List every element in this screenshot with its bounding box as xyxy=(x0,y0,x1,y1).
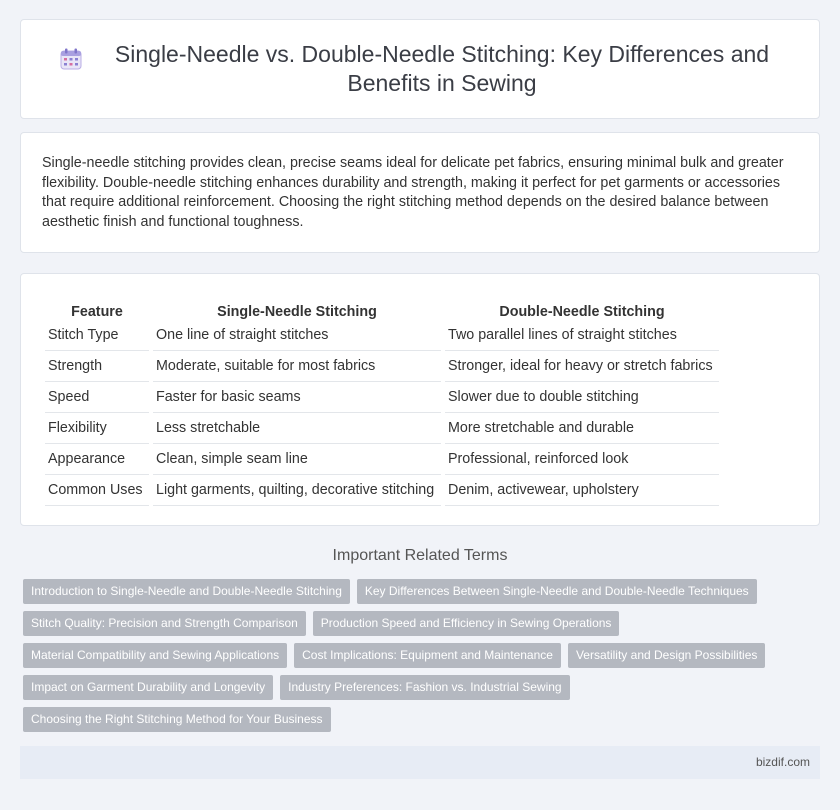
table-cell: Flexibility xyxy=(45,413,149,444)
comparison-table xyxy=(41,294,723,506)
related-term-tag[interactable]: Choosing the Right Stitching Method for Your Business xyxy=(23,707,331,732)
table-cell: Moderate, suitable for most fabrics xyxy=(153,351,441,382)
related-term-tag[interactable]: Cost Implications: Equipment and Maintenance xyxy=(294,643,561,668)
related-term-tag[interactable]: Impact on Garment Durability and Longevity xyxy=(23,675,273,700)
table-cell: Clean, simple seam line xyxy=(153,444,441,475)
related-term-tag[interactable]: Key Differences Between Single-Needle and Double-Needle Techniques xyxy=(357,579,757,604)
table-header-cell: Double-Needle Stitching xyxy=(499,304,665,320)
related-term-tag[interactable]: Production Speed and Efficiency in Sewing Operations xyxy=(313,611,620,636)
table-cell: More stretchable and durable xyxy=(445,413,719,444)
table-cell: Speed xyxy=(45,382,149,413)
table-cell: Appearance xyxy=(45,444,149,475)
table-header-cell: Feature xyxy=(71,304,123,320)
related-terms-heading: Important Related Terms xyxy=(332,547,508,564)
related-term-tag[interactable]: Versatility and Design Possibilities xyxy=(568,643,765,668)
table-cell: Light garments, quilting, decorative stitching xyxy=(153,475,441,506)
related-term-tag[interactable]: Introduction to Single-Needle and Double-Needle Stitching xyxy=(23,579,350,604)
table-cell: One line of straight stitches xyxy=(153,320,441,351)
table-cell: Professional, reinforced look xyxy=(445,444,719,475)
intro-text: Single-needle stitching provides clean, precise seams ideal for delicate pet fabrics, ensuring minimal bulk and greater flexibility. Double-needle stitching enhances durability and strength, making it perfect for pet garments or accessories that require additional reinforcement. Choosing the right stitching method depends on the desired balance between aesthetic finish and functional toughness. xyxy=(42,155,784,230)
table-cell: Denim, activewear, upholstery xyxy=(445,475,719,506)
table-row xyxy=(45,475,719,506)
comparison-table-card xyxy=(20,273,820,526)
related-term-tag[interactable]: Industry Preferences: Fashion vs. Industrial Sewing xyxy=(280,675,569,700)
table-cell: Two parallel lines of straight stitches xyxy=(445,320,719,351)
calendar-icon xyxy=(60,48,82,70)
title-wrap xyxy=(60,40,780,98)
related-terms-list xyxy=(23,579,823,739)
site-link[interactable]: bizdif.com xyxy=(755,755,810,769)
header-card xyxy=(20,19,820,119)
table-row xyxy=(45,444,719,475)
table-cell: Slower due to double stitching xyxy=(445,382,719,413)
table-cell: Stitch Type xyxy=(45,320,149,351)
table-row xyxy=(45,413,719,444)
table-cell: Stronger, ideal for heavy or stretch fabrics xyxy=(445,351,719,382)
footer xyxy=(20,746,820,779)
table-header-row xyxy=(45,294,719,320)
table-cell: Common Uses xyxy=(45,475,149,506)
table-header-cell: Single-Needle Stitching xyxy=(217,304,377,320)
related-term-tag[interactable]: Material Compatibility and Sewing Applications xyxy=(23,643,287,668)
page-title: Single-Needle vs. Double-Needle Stitching: Key Differences and Benefits in Sewing xyxy=(114,41,770,96)
table-row xyxy=(45,320,719,351)
table-cell: Strength xyxy=(45,351,149,382)
table-cell: Less stretchable xyxy=(153,413,441,444)
table-row xyxy=(45,351,719,382)
table-row xyxy=(45,382,719,413)
related-term-tag[interactable]: Stitch Quality: Precision and Strength Comparison xyxy=(23,611,306,636)
table-cell: Faster for basic seams xyxy=(153,382,441,413)
intro-card xyxy=(20,132,820,253)
